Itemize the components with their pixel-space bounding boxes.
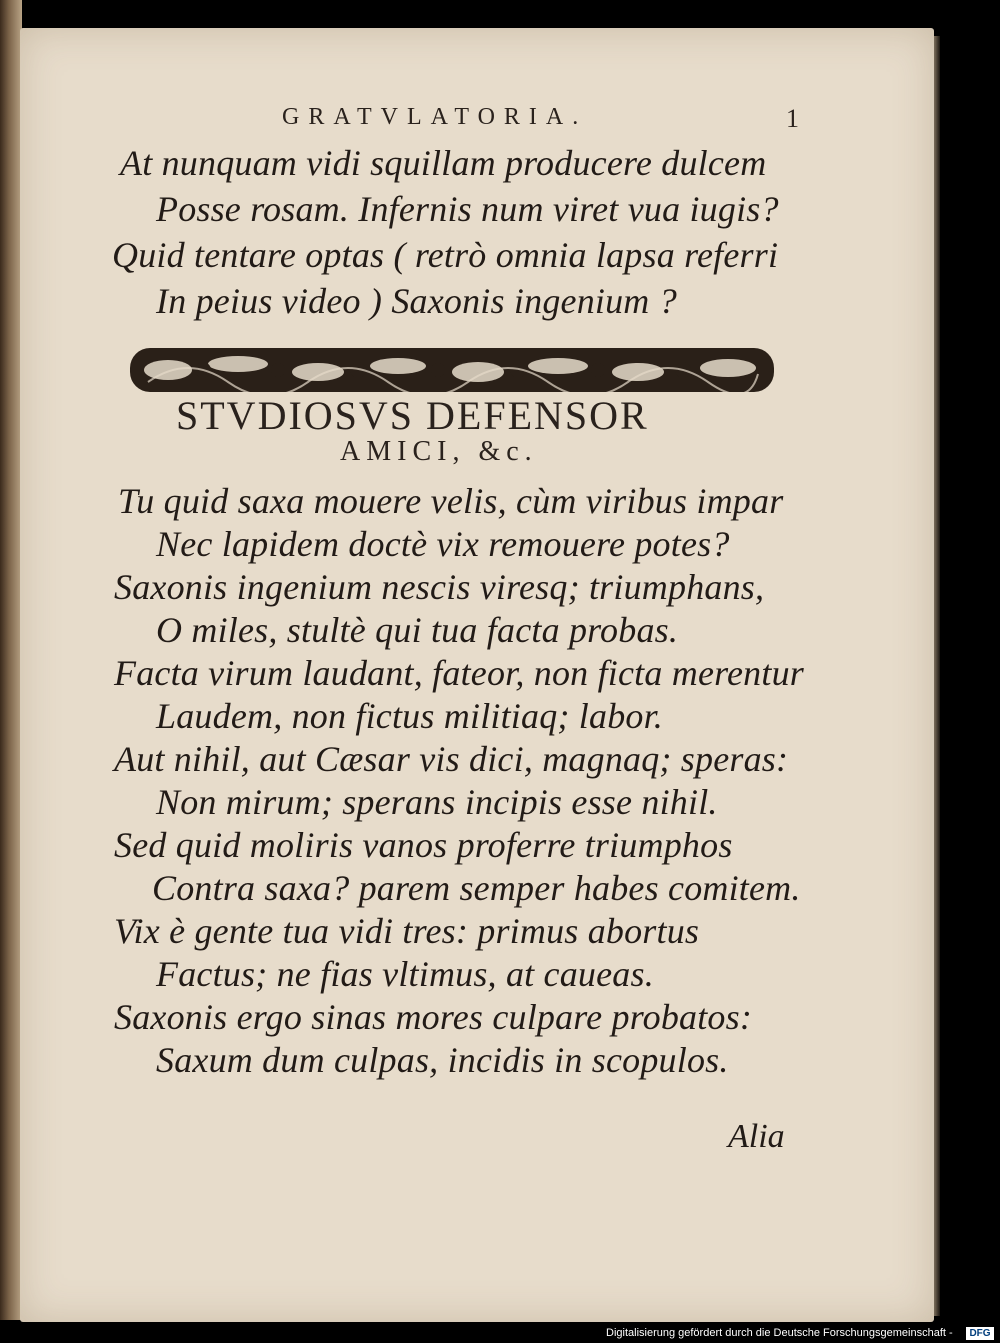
- verse-line: Saxonis ingenium nescis viresq; triumphans,: [114, 567, 765, 607]
- dfg-logo: DFG: [966, 1327, 994, 1340]
- verse-line: Nec lapidem doctè vix remouere potes?: [156, 524, 730, 564]
- verse-line: Saxum dum culpas, incidis in scopulos.: [156, 1040, 729, 1080]
- verse-line: Non mirum; sperans incipis esse nihil.: [156, 782, 718, 822]
- catchword: Alia: [728, 1118, 785, 1155]
- verse-line: In peius video ) Saxonis ingenium ?: [156, 281, 677, 321]
- verse-line: Aut nihil, aut Cæsar vis dici, magnaq; speras:: [114, 739, 789, 779]
- verse-line: O miles, stultè qui tua facta probas.: [156, 610, 679, 650]
- verse-line: Laudem, non fictus militiaq; labor.: [156, 696, 664, 736]
- page-number: 1: [786, 104, 799, 133]
- section-title: STVDIOSVS DEFENSOR: [176, 393, 649, 438]
- verse-line: Contra saxa? parem semper habes comitem.: [152, 868, 801, 908]
- decorative-ornament-band: [128, 344, 776, 396]
- verse-line: Sed quid moliris vanos proferre triumphos: [114, 825, 733, 865]
- verse-line: Quid tentare optas ( retrò omnia lapsa referri: [112, 235, 779, 275]
- verse-line: Posse rosam. Infernis num viret vua iugis?: [156, 189, 779, 229]
- section-subtitle: AMICI, &c.: [340, 436, 538, 467]
- verse-line: At nunquam vidi squillam producere dulcem: [120, 143, 767, 183]
- footer-credit: Digitalisierung gefördert durch die Deutsche Forschungsgemeinschaft -: [606, 1327, 953, 1339]
- verse-line: Vix è gente tua vidi tres: primus abortus: [114, 911, 700, 951]
- running-head: GRATVLATORIA.: [282, 104, 588, 130]
- book-spine: [0, 0, 22, 1320]
- verse-line: Facta virum laudant, fateor, non ficta merentur: [114, 653, 804, 693]
- verse-line: Tu quid saxa mouere velis, cùm viribus impar: [118, 481, 784, 521]
- verse-line: Saxonis ergo sinas mores culpare probatos:: [114, 997, 753, 1037]
- verse-line: Factus; ne fias vltimus, at caueas.: [156, 954, 654, 994]
